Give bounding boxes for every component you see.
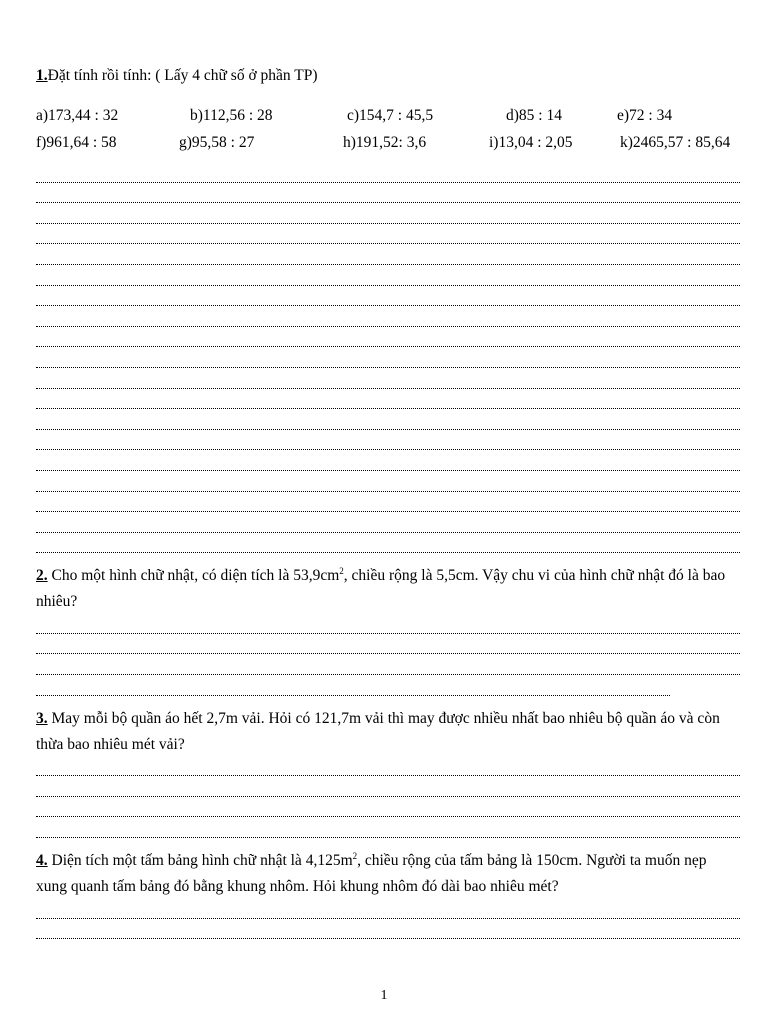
- question-2-text-a: Cho một hình chữ nhật, có diện tích là 53,9cm: [47, 567, 340, 585]
- exercise-k: k)2465,57 : 85,64: [620, 134, 731, 151]
- question-3: [36, 706, 740, 758]
- answer-line: [36, 393, 740, 414]
- answer-line: [36, 679, 740, 700]
- answer-line: [36, 372, 740, 393]
- answer-line: [36, 760, 740, 781]
- exercise-d: d)85 : 14: [506, 107, 562, 124]
- answer-line: [36, 516, 740, 537]
- question-4-text-a: Diện tích một tấm bảng hình chữ nhật là 4,125m: [47, 852, 353, 870]
- question-2-number: 2.: [36, 567, 48, 585]
- answer-lines-3: [36, 760, 740, 842]
- answer-lines-4: [36, 902, 740, 943]
- answer-line: [36, 475, 740, 496]
- question-1-text: Đặt tính rồi tính: ( Lấy 4 chữ số ở phần TP): [47, 67, 318, 84]
- page-number: 1: [380, 988, 388, 1003]
- answer-line: [36, 496, 740, 517]
- exercise-i: i)13,04 : 2,05: [489, 134, 573, 151]
- answer-line: [36, 269, 740, 290]
- answer-lines-1: [36, 166, 740, 557]
- exercise-b: b)112,56 : 28: [190, 107, 273, 124]
- question-4-superscript: 2: [352, 851, 358, 862]
- answer-line: [36, 187, 740, 208]
- answer-line: [36, 434, 740, 455]
- answer-line: [36, 537, 740, 558]
- answer-line: [36, 454, 740, 475]
- answer-line: [36, 658, 740, 679]
- answer-line: [36, 166, 740, 187]
- answer-line: [36, 351, 740, 372]
- answer-line: [36, 310, 740, 331]
- answer-line: [36, 331, 740, 352]
- answer-line: [36, 780, 740, 801]
- question-4: [36, 848, 740, 900]
- answer-line: [36, 617, 740, 638]
- question-4-number: 4.: [36, 852, 48, 870]
- exercise-e: e)72 : 34: [617, 107, 673, 124]
- question-3-text: May mỗi bộ quần áo hết 2,7m vải. Hỏi có 121,7m vải thì may được nhiều nhất bao nhiêu bộ quần áo và còn thừa bao nhiêu mét vải?: [36, 709, 720, 753]
- answer-line: [36, 207, 740, 228]
- exercise-h: h)191,52: 3,6: [343, 134, 427, 151]
- exercise-g: g)95,58 : 27: [179, 134, 255, 151]
- answer-line: [36, 228, 740, 249]
- exercise-c: c)154,7 : 45,5: [347, 107, 434, 124]
- question-1-number: 1.: [36, 67, 48, 84]
- exercise-row-1: [36, 102, 740, 129]
- question-1-heading: [36, 64, 740, 88]
- answer-line: [36, 923, 740, 944]
- answer-lines-2: [36, 617, 740, 699]
- question-2-text-b: , chiều rộng là 5,5cm. Vậy chu vi của hình chữ nhật đó là bao nhiêu?: [36, 567, 726, 611]
- answer-line: [36, 413, 740, 434]
- answer-line: [36, 638, 740, 659]
- question-2-superscript: 2: [339, 566, 344, 577]
- exercise-row-2: [36, 129, 740, 156]
- worksheet-page: [36, 64, 740, 943]
- exercise-f: f)961,64 : 58: [36, 134, 117, 151]
- answer-line: [36, 801, 740, 822]
- question-4-text-b: , chiều rộng của tấm bảng là 150cm. Người ta muốn nẹp xung quanh tấm bảng đó bằng khung nhôm. Hỏi khung nhôm đó dài bao nhiêu mét?: [36, 852, 707, 896]
- question-3-number: 3.: [36, 709, 48, 727]
- question-2: [36, 563, 740, 615]
- answer-line: [36, 902, 740, 923]
- answer-line: [36, 821, 740, 842]
- answer-line: [36, 290, 740, 311]
- exercise-a: a)173,44 : 32: [36, 107, 119, 124]
- answer-line: [36, 248, 740, 269]
